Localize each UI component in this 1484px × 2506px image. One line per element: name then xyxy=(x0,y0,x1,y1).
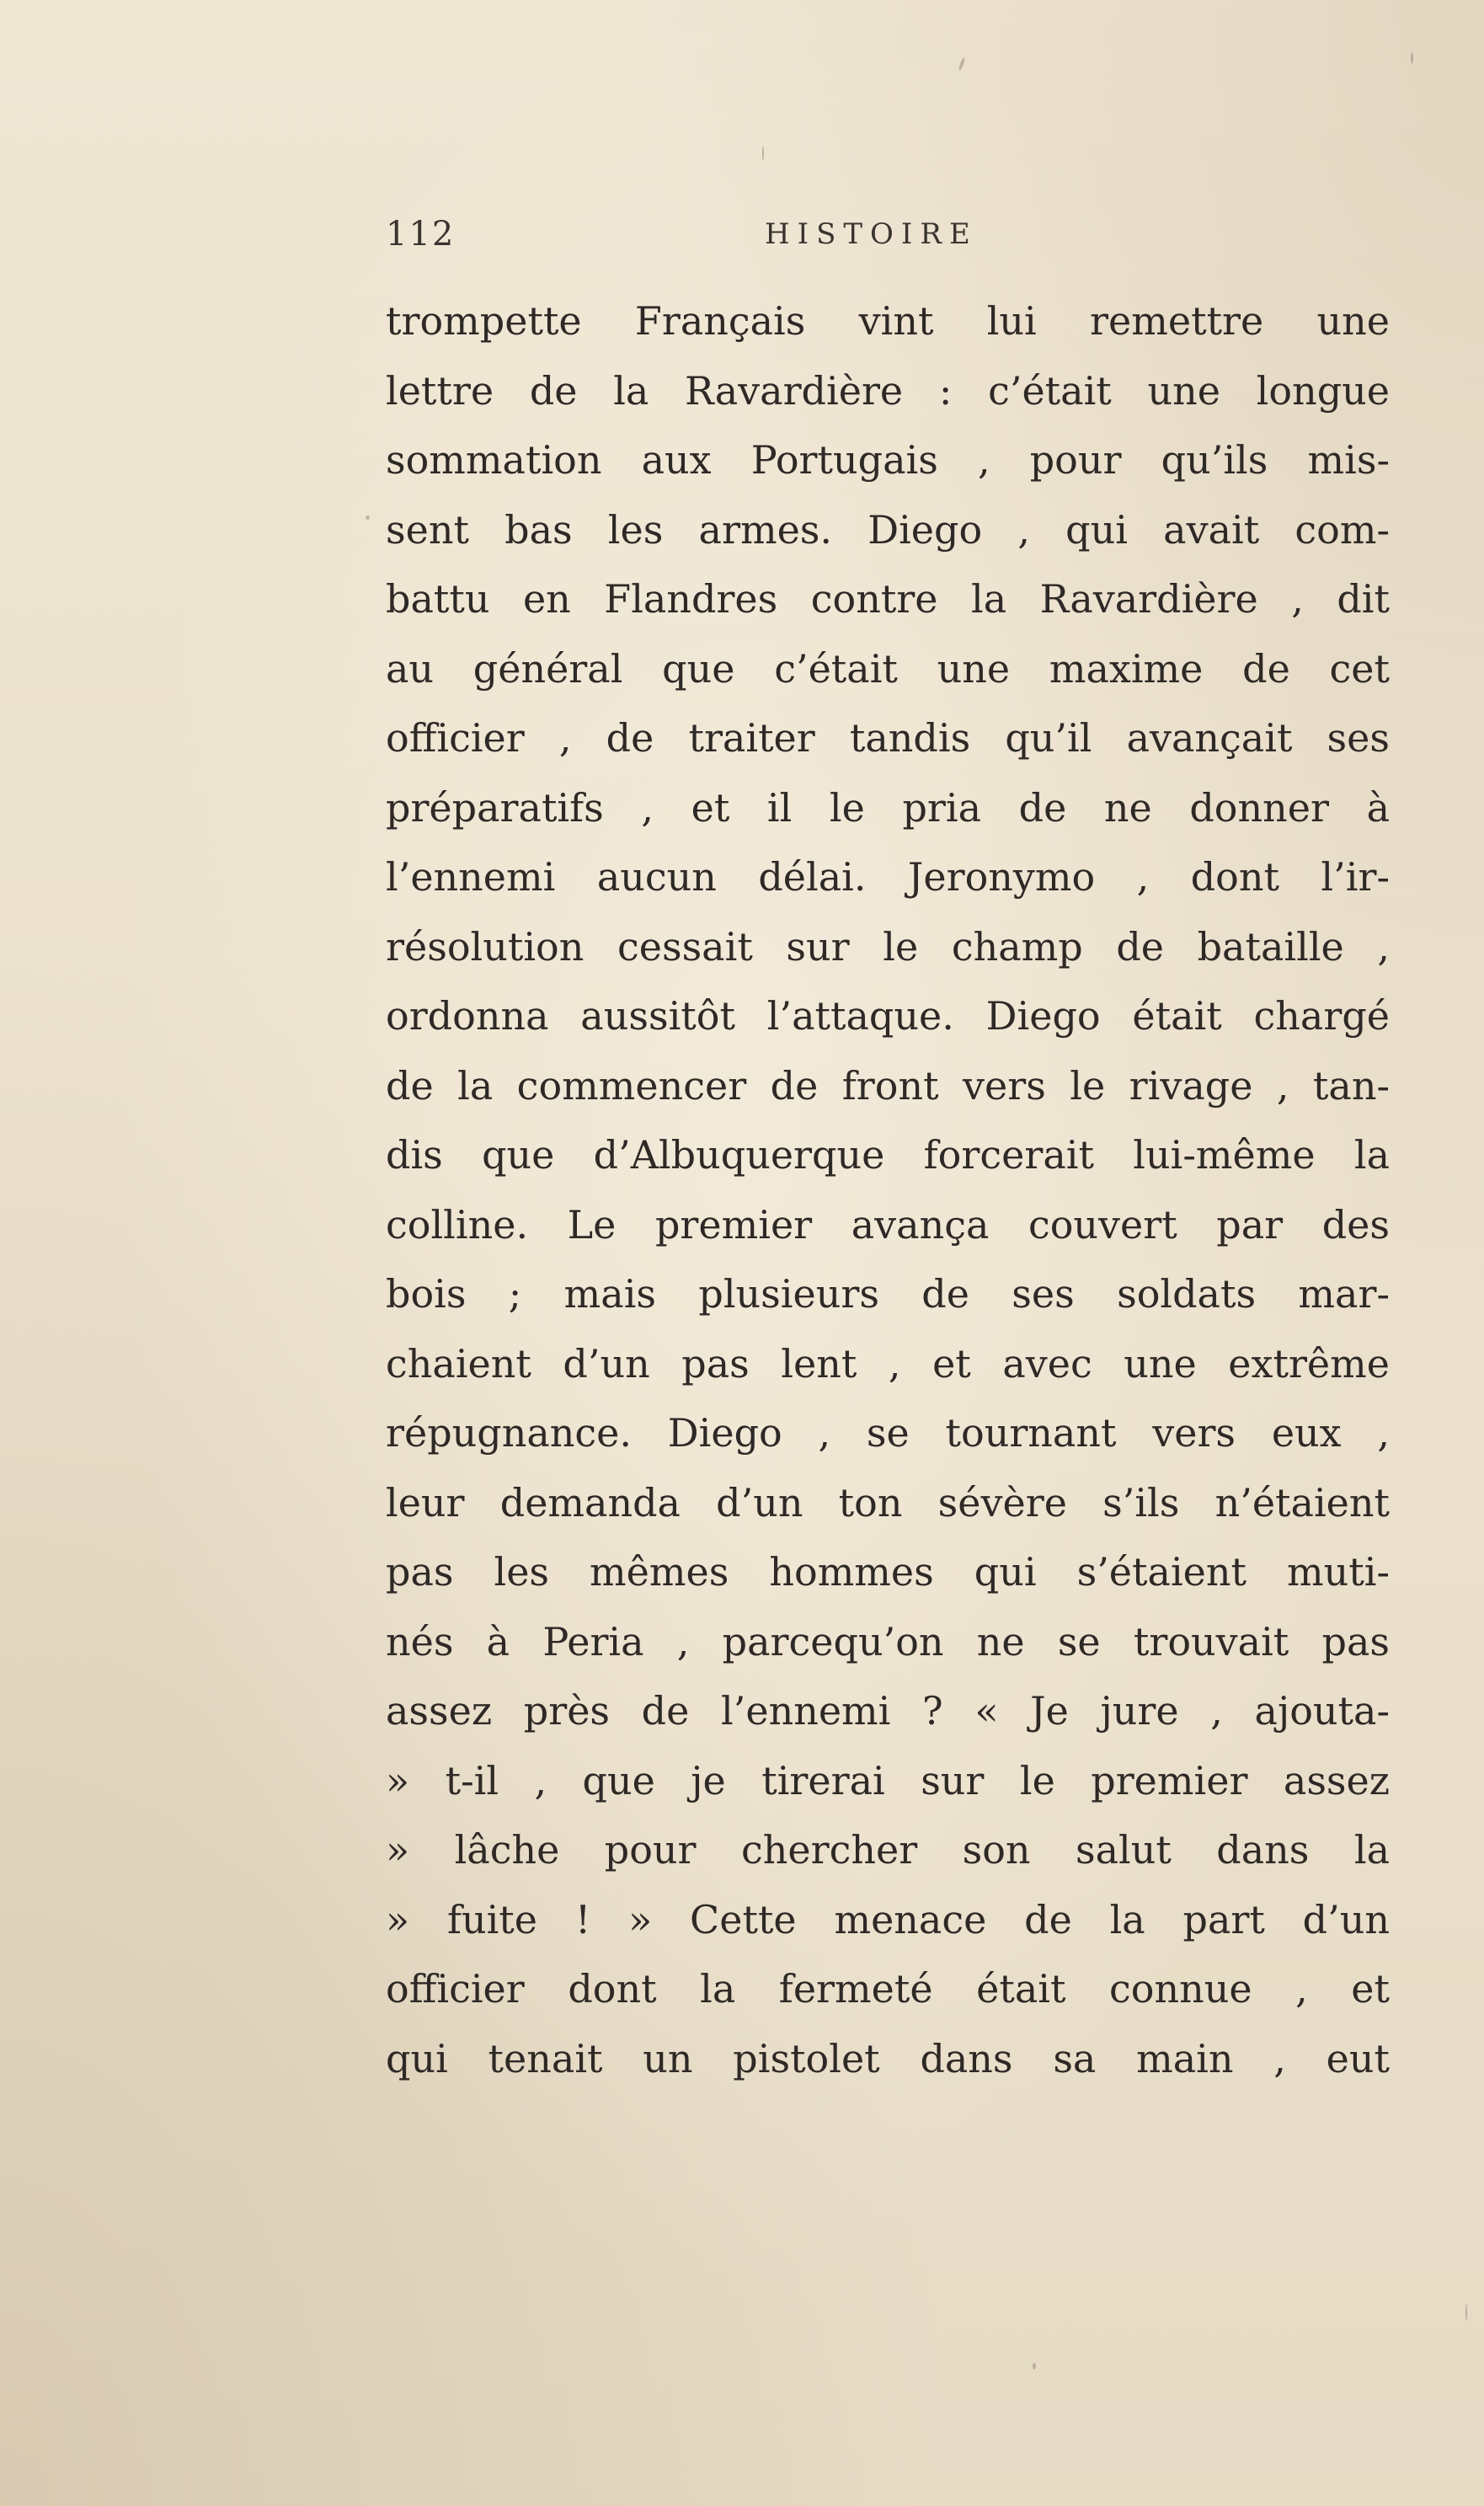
text-line: » lâche pour chercher son salut dans la xyxy=(386,1827,1390,1873)
text-line: pas les mêmes hommes qui s’étaient muti- xyxy=(386,1549,1390,1595)
body-text xyxy=(386,286,1390,2093)
text-line: nés à Peria , parcequ’on ne se trouvait pas xyxy=(386,1618,1390,1664)
text-line: » fuite ! » Cette menace de la part d’un xyxy=(386,1896,1390,1942)
paper-speck xyxy=(762,146,764,161)
paper-speck xyxy=(1411,52,1413,64)
running-head xyxy=(386,215,1396,257)
text-line: battu en Flandres contre la Ravardière , dit xyxy=(386,576,1390,622)
text-line: au général que c’était une maxime de cet xyxy=(386,645,1390,692)
text-line: officier , de traiter tandis qu’il avançait ses xyxy=(386,715,1390,761)
text-line: trompette Français vint lui remettre une xyxy=(386,298,1390,344)
text-line: colline. Le premier avança couvert par des xyxy=(386,1201,1390,1248)
running-title: HISTOIRE xyxy=(765,217,978,251)
paper-speck xyxy=(1465,2304,1467,2321)
text-line: » t-il , que je tirerai sur le premier assez xyxy=(386,1757,1390,1803)
paper-speck xyxy=(366,516,370,520)
text-line: ordonna aussitôt l’attaque. Diego était chargé xyxy=(386,993,1390,1039)
text-line: leur demanda d’un ton sévère s’ils n’étaient xyxy=(386,1479,1390,1526)
text-line: chaient d’un pas lent , et avec une extrême xyxy=(386,1340,1390,1387)
paper-speck xyxy=(958,57,965,71)
text-line: sommation aux Portugais , pour qu’ils mis- xyxy=(386,437,1390,483)
text-line: lettre de la Ravardière : c’était une longue xyxy=(386,367,1390,414)
text-line: qui tenait un pistolet dans sa main , eut xyxy=(386,2035,1390,2081)
text-line: bois ; mais plusieurs de ses soldats mar- xyxy=(386,1271,1390,1317)
text-line: de la commencer de front vers le rivage , tan- xyxy=(386,1062,1390,1109)
text-line: répugnance. Diego , se tournant vers eux , xyxy=(386,1410,1390,1456)
text-line: préparatifs , et il le pria de ne donner à xyxy=(386,784,1390,831)
text-line: dis que d’Albuquerque forcerait lui-même la xyxy=(386,1132,1390,1178)
text-line: assez près de l’ennemi ? « Je jure , ajouta- xyxy=(386,1688,1390,1734)
paper-speck xyxy=(1033,2363,1036,2370)
text-line: sent bas les armes. Diego , qui avait com- xyxy=(386,506,1390,553)
text-line: résolution cessait sur le champ de bataille , xyxy=(386,923,1390,970)
page-number: 112 xyxy=(386,215,456,254)
text-line: officier dont la fermeté était connue , et xyxy=(386,1966,1390,2012)
text-line: l’ennemi aucun délai. Jeronymo , dont l’ir- xyxy=(386,854,1390,900)
